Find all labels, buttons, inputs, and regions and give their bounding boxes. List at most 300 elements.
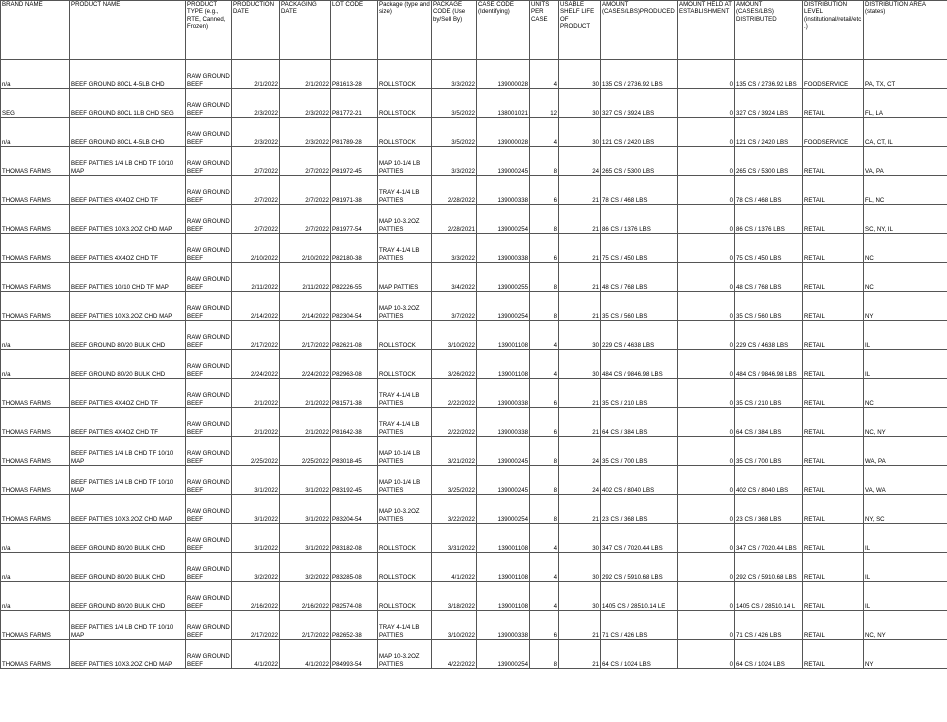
cell-package-code: 3/3/2022 — [432, 147, 477, 176]
cell-package: MAP 10-3.2OZ PATTIES — [378, 640, 432, 669]
cell-product-type: RAW GROUND BEEF — [186, 147, 232, 176]
cell-product-name: BEEF PATTIES 4X4OZ CHD TF — [70, 408, 186, 437]
cell-product-type: RAW GROUND BEEF — [186, 495, 232, 524]
table-row — [1, 60, 947, 89]
cell-product-type: RAW GROUND BEEF — [186, 553, 232, 582]
cell-product-type: RAW GROUND BEEF — [186, 89, 232, 118]
cell-amount-held: 0 — [678, 640, 735, 669]
cell-amount-held: 0 — [678, 292, 735, 321]
cell-case-code: 139001108 — [477, 321, 530, 350]
cell-amount-distributed: 121 CS / 2420 LBS — [735, 118, 803, 147]
table-row — [1, 176, 947, 205]
cell-distribution-area: CA, CT, IL — [864, 118, 947, 147]
cell-case-code: 139000254 — [477, 292, 530, 321]
cell-distribution-level: FOODSERVICE — [803, 118, 864, 147]
cell-amount-produced: 484 CS / 9846.98 LBS — [601, 350, 678, 379]
cell-amount-produced: 265 CS / 5300 LBS — [601, 147, 678, 176]
cell-product-type: RAW GROUND BEEF — [186, 118, 232, 147]
cell-production-date: 3/1/2022 — [232, 524, 280, 553]
cell-package: ROLLSTOCK — [378, 553, 432, 582]
cell-packaging-date: 2/7/2022 — [280, 147, 331, 176]
cell-package: ROLLSTOCK — [378, 321, 432, 350]
table-row — [1, 292, 947, 321]
cell-package: ROLLSTOCK — [378, 118, 432, 147]
cell-units-per-case: 8 — [530, 263, 559, 292]
cell-packaging-date: 3/1/2022 — [280, 524, 331, 553]
cell-brand: THOMAS FARMS — [1, 437, 70, 466]
cell-shelf-life: 21 — [559, 292, 601, 321]
cell-distribution-level: RETAIL — [803, 495, 864, 524]
cell-amount-held: 0 — [678, 263, 735, 292]
table-body — [1, 60, 947, 669]
cell-units-per-case: 4 — [530, 582, 559, 611]
cell-amount-held: 0 — [678, 118, 735, 147]
cell-product-name: BEEF PATTIES 4X4OZ CHD TF — [70, 176, 186, 205]
cell-packaging-date: 2/17/2022 — [280, 321, 331, 350]
cell-units-per-case: 8 — [530, 147, 559, 176]
header-product-type: PRODUCT TYPE (e.g., RTE, Canned, Frozen) — [186, 1, 232, 60]
cell-shelf-life: 21 — [559, 379, 601, 408]
cell-shelf-life: 24 — [559, 437, 601, 466]
cell-brand: n/a — [1, 524, 70, 553]
cell-amount-distributed: 35 CS / 210 LBS — [735, 379, 803, 408]
cell-shelf-life: 21 — [559, 611, 601, 640]
cell-amount-produced: 35 CS / 560 LBS — [601, 292, 678, 321]
cell-production-date: 2/1/2022 — [232, 60, 280, 89]
cell-production-date: 2/10/2022 — [232, 234, 280, 263]
header-production-date: PRODUCTION DATE — [232, 1, 280, 60]
cell-distribution-area: WA, PA — [864, 437, 947, 466]
cell-distribution-level: RETAIL — [803, 234, 864, 263]
cell-amount-produced: 1405 CS / 28510.14 LE — [601, 582, 678, 611]
cell-lot-code: P82963-08 — [331, 350, 378, 379]
cell-shelf-life: 30 — [559, 89, 601, 118]
cell-distribution-area: SC, NY, IL — [864, 205, 947, 234]
cell-package-code: 3/3/2022 — [432, 60, 477, 89]
header-package-code: PACKAGE CODE (Use by/Sell By) — [432, 1, 477, 60]
cell-brand: THOMAS FARMS — [1, 466, 70, 495]
cell-shelf-life: 30 — [559, 118, 601, 147]
cell-amount-produced: 292 CS / 5910.68 LBS — [601, 553, 678, 582]
cell-amount-held: 0 — [678, 176, 735, 205]
cell-production-date: 2/17/2022 — [232, 611, 280, 640]
cell-amount-distributed: 64 CS / 384 LBS — [735, 408, 803, 437]
cell-amount-held: 0 — [678, 350, 735, 379]
cell-product-name: BEEF PATTIES 1/4 LB CHD TF 10/10 MAP — [70, 147, 186, 176]
cell-packaging-date: 2/1/2022 — [280, 60, 331, 89]
cell-brand: SEG — [1, 89, 70, 118]
cell-package: TRAY 4-1/4 LB PATTIES — [378, 611, 432, 640]
table-row — [1, 437, 947, 466]
cell-case-code: 139000245 — [477, 147, 530, 176]
cell-amount-distributed: 135 CS / 2736.92 LBS — [735, 60, 803, 89]
cell-package: MAP 10-3.2OZ PATTIES — [378, 495, 432, 524]
cell-production-date: 2/14/2022 — [232, 292, 280, 321]
cell-package: MAP 10-1/4 LB PATTIES — [378, 147, 432, 176]
cell-case-code: 139000338 — [477, 611, 530, 640]
cell-packaging-date: 2/25/2022 — [280, 437, 331, 466]
cell-amount-distributed: 75 CS / 450 LBS — [735, 234, 803, 263]
cell-distribution-area: VA, WA — [864, 466, 947, 495]
cell-case-code: 139001108 — [477, 553, 530, 582]
cell-package-code: 2/22/2022 — [432, 379, 477, 408]
cell-brand: n/a — [1, 321, 70, 350]
cell-distribution-area: IL — [864, 321, 947, 350]
table-row — [1, 234, 947, 263]
cell-amount-distributed: 48 CS / 768 LBS — [735, 263, 803, 292]
cell-package: MAP PATTIES — [378, 263, 432, 292]
cell-amount-produced: 35 CS / 700 LBS — [601, 437, 678, 466]
cell-product-name: BEEF PATTIES 1/4 LB CHD TF 10/10 MAP — [70, 437, 186, 466]
cell-distribution-level: RETAIL — [803, 292, 864, 321]
cell-production-date: 2/3/2022 — [232, 89, 280, 118]
cell-case-code: 139001108 — [477, 524, 530, 553]
table-row — [1, 350, 947, 379]
cell-distribution-area: IL — [864, 582, 947, 611]
cell-brand: n/a — [1, 553, 70, 582]
cell-package: TRAY 4-1/4 LB PATTIES — [378, 379, 432, 408]
cell-production-date: 2/1/2022 — [232, 408, 280, 437]
cell-amount-distributed: 484 CS / 9846.98 LBS — [735, 350, 803, 379]
cell-amount-distributed: 23 CS / 368 LBS — [735, 495, 803, 524]
cell-amount-produced: 347 CS / 7020.44 LBS — [601, 524, 678, 553]
cell-production-date: 2/16/2022 — [232, 582, 280, 611]
cell-product-name: BEEF GROUND 80/20 BULK CHD — [70, 524, 186, 553]
cell-amount-held: 0 — [678, 60, 735, 89]
cell-distribution-level: RETAIL — [803, 524, 864, 553]
cell-amount-held: 0 — [678, 321, 735, 350]
cell-product-name: BEEF PATTIES 10X3.2OZ CHD MAP — [70, 205, 186, 234]
cell-lot-code: P83285-08 — [331, 553, 378, 582]
cell-package-code: 3/10/2022 — [432, 611, 477, 640]
cell-product-type: RAW GROUND BEEF — [186, 321, 232, 350]
cell-production-date: 2/17/2022 — [232, 321, 280, 350]
cell-production-date: 2/3/2022 — [232, 118, 280, 147]
cell-product-name: BEEF GROUND 80CL 4-5LB CHD — [70, 118, 186, 147]
cell-lot-code: P83018-45 — [331, 437, 378, 466]
cell-brand: THOMAS FARMS — [1, 147, 70, 176]
cell-production-date: 2/11/2022 — [232, 263, 280, 292]
cell-distribution-area: NC — [864, 263, 947, 292]
header-distribution-level: DISTRIBUTION LEVEL (institutional/retail/etc.) — [803, 1, 864, 60]
cell-distribution-area: NC, NY — [864, 611, 947, 640]
cell-product-type: RAW GROUND BEEF — [186, 176, 232, 205]
cell-amount-distributed: 64 CS / 1024 LBS — [735, 640, 803, 669]
cell-lot-code: P82180-38 — [331, 234, 378, 263]
cell-amount-distributed: 292 CS / 5910.68 LBS — [735, 553, 803, 582]
cell-packaging-date: 2/7/2022 — [280, 205, 331, 234]
cell-amount-distributed: 327 CS / 3924 LBS — [735, 89, 803, 118]
cell-amount-distributed: 402 CS / 8040 LBS — [735, 466, 803, 495]
cell-amount-produced: 78 CS / 468 LBS — [601, 176, 678, 205]
cell-distribution-area: NY — [864, 640, 947, 669]
cell-distribution-area: NY — [864, 292, 947, 321]
cell-distribution-area: IL — [864, 553, 947, 582]
cell-distribution-area: NC — [864, 234, 947, 263]
cell-production-date: 3/2/2022 — [232, 553, 280, 582]
cell-package-code: 3/5/2022 — [432, 89, 477, 118]
cell-distribution-level: RETAIL — [803, 640, 864, 669]
cell-case-code: 139000245 — [477, 466, 530, 495]
cell-brand: THOMAS FARMS — [1, 408, 70, 437]
cell-package: TRAY 4-1/4 LB PATTIES — [378, 408, 432, 437]
cell-lot-code: P81789-28 — [331, 118, 378, 147]
cell-lot-code: P82652-38 — [331, 611, 378, 640]
cell-case-code: 139001108 — [477, 350, 530, 379]
cell-product-name: BEEF PATTIES 1/4 LB CHD TF 10/10 MAP — [70, 466, 186, 495]
cell-packaging-date: 2/17/2022 — [280, 611, 331, 640]
cell-production-date: 2/7/2022 — [232, 205, 280, 234]
cell-distribution-level: RETAIL — [803, 466, 864, 495]
cell-package: ROLLSTOCK — [378, 350, 432, 379]
cell-amount-held: 0 — [678, 408, 735, 437]
cell-shelf-life: 21 — [559, 408, 601, 437]
cell-product-type: RAW GROUND BEEF — [186, 524, 232, 553]
table-row — [1, 321, 947, 350]
cell-case-code: 139000338 — [477, 379, 530, 408]
cell-amount-produced: 35 CS / 210 LBS — [601, 379, 678, 408]
cell-shelf-life: 30 — [559, 553, 601, 582]
cell-production-date: 2/7/2022 — [232, 147, 280, 176]
cell-amount-distributed: 35 CS / 700 LBS — [735, 437, 803, 466]
cell-package-code: 3/5/2022 — [432, 118, 477, 147]
cell-package: MAP 10-3.2OZ PATTIES — [378, 292, 432, 321]
header-amount-held: AMOUNT HELD AT ESTABLISHMENT — [678, 1, 735, 60]
cell-package-code: 3/22/2022 — [432, 495, 477, 524]
cell-product-type: RAW GROUND BEEF — [186, 60, 232, 89]
cell-amount-produced: 48 CS / 768 LBS — [601, 263, 678, 292]
table-row — [1, 379, 947, 408]
cell-distribution-level: RETAIL — [803, 553, 864, 582]
cell-product-name: BEEF GROUND 80CL 1LB CHD SEG — [70, 89, 186, 118]
cell-lot-code: P82226-55 — [331, 263, 378, 292]
cell-amount-distributed: 35 CS / 560 LBS — [735, 292, 803, 321]
cell-amount-produced: 75 CS / 450 LBS — [601, 234, 678, 263]
cell-case-code: 139000254 — [477, 640, 530, 669]
cell-lot-code: P82304-54 — [331, 292, 378, 321]
cell-case-code: 139000338 — [477, 408, 530, 437]
cell-package-code: 3/18/2022 — [432, 582, 477, 611]
cell-amount-held: 0 — [678, 89, 735, 118]
cell-brand: THOMAS FARMS — [1, 205, 70, 234]
cell-distribution-level: RETAIL — [803, 437, 864, 466]
cell-package: MAP 10-3.2OZ PATTIES — [378, 205, 432, 234]
cell-lot-code: P81772-21 — [331, 89, 378, 118]
header-amount-distributed: AMOUNT (CASES/LBS) DISTRIBUTED — [735, 1, 803, 60]
cell-package-code: 3/7/2022 — [432, 292, 477, 321]
table-row — [1, 553, 947, 582]
cell-distribution-level: RETAIL — [803, 408, 864, 437]
cell-amount-distributed: 347 CS / 7020.44 LBS — [735, 524, 803, 553]
cell-case-code: 139000254 — [477, 205, 530, 234]
cell-product-name: BEEF PATTIES 4X4OZ CHD TF — [70, 379, 186, 408]
header-units-per-case: UNITS PER CASE — [530, 1, 559, 60]
cell-packaging-date: 3/1/2022 — [280, 495, 331, 524]
cell-product-name: BEEF GROUND 80/20 BULK CHD — [70, 350, 186, 379]
cell-brand: THOMAS FARMS — [1, 234, 70, 263]
cell-product-type: RAW GROUND BEEF — [186, 379, 232, 408]
cell-production-date: 3/1/2022 — [232, 466, 280, 495]
cell-packaging-date: 2/3/2022 — [280, 118, 331, 147]
cell-package-code: 3/31/2022 — [432, 524, 477, 553]
cell-shelf-life: 21 — [559, 234, 601, 263]
cell-product-type: RAW GROUND BEEF — [186, 437, 232, 466]
cell-packaging-date: 2/1/2022 — [280, 379, 331, 408]
cell-shelf-life: 21 — [559, 176, 601, 205]
cell-units-per-case: 8 — [530, 640, 559, 669]
cell-product-name: BEEF GROUND 80/20 BULK CHD — [70, 321, 186, 350]
cell-packaging-date: 3/2/2022 — [280, 553, 331, 582]
cell-production-date: 2/24/2022 — [232, 350, 280, 379]
cell-units-per-case: 4 — [530, 118, 559, 147]
cell-amount-distributed: 1405 CS / 28510.14 L — [735, 582, 803, 611]
header-brand-name: BRAND NAME — [1, 1, 70, 60]
cell-product-type: RAW GROUND BEEF — [186, 350, 232, 379]
cell-units-per-case: 12 — [530, 89, 559, 118]
cell-package-code: 4/22/2022 — [432, 640, 477, 669]
header-amount-produced: AMOUNT (CASES/LBS)PRODUCED — [601, 1, 678, 60]
cell-package-code: 3/25/2022 — [432, 466, 477, 495]
cell-units-per-case: 6 — [530, 176, 559, 205]
cell-brand: THOMAS FARMS — [1, 176, 70, 205]
cell-packaging-date: 2/14/2022 — [280, 292, 331, 321]
cell-distribution-level: RETAIL — [803, 147, 864, 176]
table-row — [1, 408, 947, 437]
cell-amount-distributed: 86 CS / 1376 LBS — [735, 205, 803, 234]
cell-production-date: 3/1/2022 — [232, 495, 280, 524]
cell-amount-held: 0 — [678, 466, 735, 495]
cell-case-code: 139000028 — [477, 118, 530, 147]
cell-lot-code: P81971-38 — [331, 176, 378, 205]
cell-units-per-case: 4 — [530, 524, 559, 553]
cell-units-per-case: 6 — [530, 611, 559, 640]
cell-lot-code: P83182-08 — [331, 524, 378, 553]
cell-amount-held: 0 — [678, 495, 735, 524]
cell-amount-distributed: 229 CS / 4638 LBS — [735, 321, 803, 350]
cell-package-code: 3/4/2022 — [432, 263, 477, 292]
cell-package-code: 3/10/2022 — [432, 321, 477, 350]
header-row — [1, 1, 947, 60]
cell-production-date: 2/1/2022 — [232, 379, 280, 408]
cell-package-code: 2/28/2022 — [432, 176, 477, 205]
cell-lot-code: P83192-45 — [331, 466, 378, 495]
cell-shelf-life: 21 — [559, 263, 601, 292]
cell-lot-code: P82574-08 — [331, 582, 378, 611]
cell-brand: n/a — [1, 118, 70, 147]
cell-units-per-case: 4 — [530, 60, 559, 89]
cell-package: MAP 10-1/4 LB PATTIES — [378, 466, 432, 495]
table-row — [1, 524, 947, 553]
cell-product-name: BEEF GROUND 80/20 BULK CHD — [70, 582, 186, 611]
cell-shelf-life: 30 — [559, 321, 601, 350]
cell-brand: THOMAS FARMS — [1, 379, 70, 408]
cell-amount-held: 0 — [678, 582, 735, 611]
cell-brand: n/a — [1, 582, 70, 611]
cell-lot-code: P81642-38 — [331, 408, 378, 437]
table-row — [1, 263, 947, 292]
cell-shelf-life: 24 — [559, 466, 601, 495]
cell-product-type: RAW GROUND BEEF — [186, 611, 232, 640]
table-row — [1, 205, 947, 234]
cell-package: ROLLSTOCK — [378, 60, 432, 89]
header-shelf-life: USABLE SHELF LIFE OF PRODUCT — [559, 1, 601, 60]
cell-package: ROLLSTOCK — [378, 524, 432, 553]
table-row — [1, 582, 947, 611]
cell-product-type: RAW GROUND BEEF — [186, 205, 232, 234]
header-package: Package (type and size) — [378, 1, 432, 60]
header-distribution-area: DISTRIBUTION AREA (states) — [864, 1, 947, 60]
cell-case-code: 139001108 — [477, 582, 530, 611]
cell-package: TRAY 4-1/4 LB PATTIES — [378, 176, 432, 205]
cell-brand: n/a — [1, 60, 70, 89]
table-row — [1, 89, 947, 118]
cell-production-date: 2/7/2022 — [232, 176, 280, 205]
cell-product-name: BEEF PATTIES 4X4OZ CHD TF — [70, 234, 186, 263]
cell-amount-produced: 229 CS / 4638 LBS — [601, 321, 678, 350]
cell-lot-code: P81613-28 — [331, 60, 378, 89]
cell-case-code: 139000255 — [477, 263, 530, 292]
cell-distribution-area: FL, NC — [864, 176, 947, 205]
cell-distribution-area: IL — [864, 350, 947, 379]
cell-package-code: 3/26/2022 — [432, 350, 477, 379]
cell-production-date: 4/1/2022 — [232, 640, 280, 669]
cell-case-code: 138001021 — [477, 89, 530, 118]
cell-product-name: BEEF GROUND 80CL 4-5LB CHD — [70, 60, 186, 89]
cell-distribution-level: RETAIL — [803, 350, 864, 379]
cell-amount-held: 0 — [678, 379, 735, 408]
cell-shelf-life: 21 — [559, 205, 601, 234]
cell-shelf-life: 21 — [559, 640, 601, 669]
cell-units-per-case: 8 — [530, 205, 559, 234]
cell-amount-produced: 64 CS / 384 LBS — [601, 408, 678, 437]
cell-brand: THOMAS FARMS — [1, 263, 70, 292]
cell-product-name: BEEF GROUND 80/20 BULK CHD — [70, 553, 186, 582]
cell-amount-held: 0 — [678, 524, 735, 553]
cell-package: ROLLSTOCK — [378, 89, 432, 118]
cell-lot-code: P81972-45 — [331, 147, 378, 176]
cell-package-code: 3/3/2022 — [432, 234, 477, 263]
cell-production-date: 2/25/2022 — [232, 437, 280, 466]
header-packaging-date: PACKAGING DATE — [280, 1, 331, 60]
cell-product-type: RAW GROUND BEEF — [186, 263, 232, 292]
cell-units-per-case: 6 — [530, 408, 559, 437]
cell-distribution-level: RETAIL — [803, 89, 864, 118]
cell-shelf-life: 24 — [559, 147, 601, 176]
cell-lot-code: P81571-38 — [331, 379, 378, 408]
cell-packaging-date: 2/1/2022 — [280, 408, 331, 437]
header-lot-code: LOT CODE — [331, 1, 378, 60]
cell-product-type: RAW GROUND BEEF — [186, 466, 232, 495]
cell-amount-produced: 86 CS / 1376 LBS — [601, 205, 678, 234]
cell-amount-produced: 121 CS / 2420 LBS — [601, 118, 678, 147]
cell-amount-distributed: 78 CS / 468 LBS — [735, 176, 803, 205]
cell-brand: THOMAS FARMS — [1, 640, 70, 669]
cell-product-name: BEEF PATTIES 10X3.2OZ CHD MAP — [70, 495, 186, 524]
cell-units-per-case: 8 — [530, 466, 559, 495]
cell-distribution-level: RETAIL — [803, 379, 864, 408]
cell-amount-held: 0 — [678, 553, 735, 582]
cell-case-code: 139000245 — [477, 437, 530, 466]
cell-product-type: RAW GROUND BEEF — [186, 640, 232, 669]
cell-shelf-life: 30 — [559, 524, 601, 553]
cell-amount-held: 0 — [678, 611, 735, 640]
cell-lot-code: P82621-08 — [331, 321, 378, 350]
cell-shelf-life: 21 — [559, 495, 601, 524]
cell-case-code: 139000254 — [477, 495, 530, 524]
cell-case-code: 139000338 — [477, 176, 530, 205]
cell-distribution-area: NY, SC — [864, 495, 947, 524]
cell-units-per-case: 6 — [530, 379, 559, 408]
